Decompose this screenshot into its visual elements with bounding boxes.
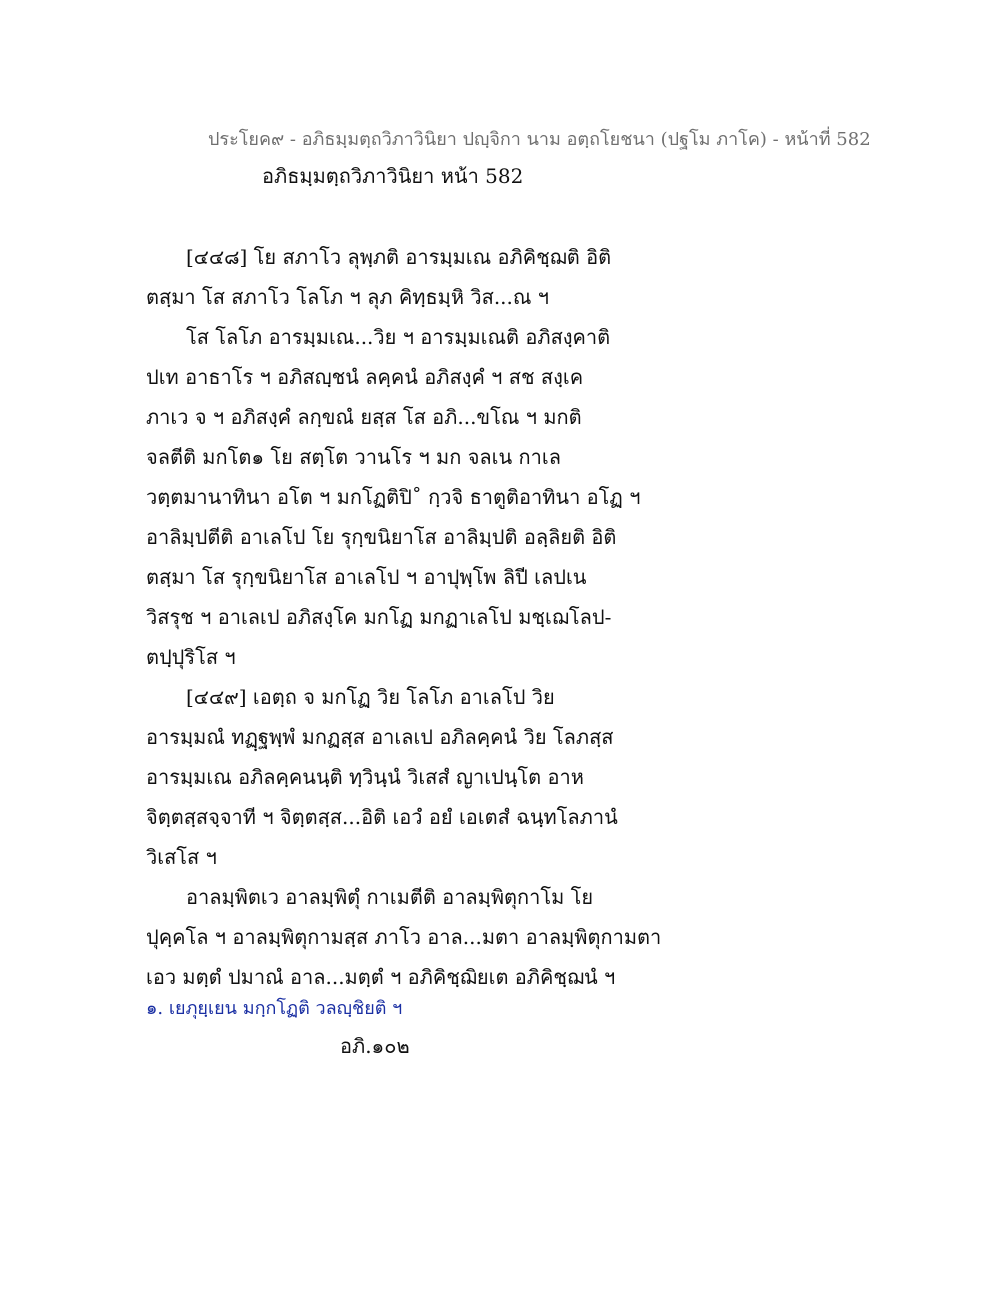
- footnote: ๑. เยภุยฺเยน มกฺกโฏติ วลญฺชิยติ ฯ: [146, 998, 403, 1019]
- body-line: อาลมฺพิตเว อาลมฺพิตุํ กาเมตีติ อาลมฺพิตุกาโม โย: [186, 885, 594, 909]
- body-line: เอว มตฺตํ ปมาณํ อาล...มตฺตํ ฯ อภิคิชฺฌิยเต อภิคิชฺฌนํ ฯ: [146, 965, 616, 989]
- body-line: โส โลโภ อารมฺมเณ...วิย ฯ อารมฺมเณติ อภิสงฺคาติ: [186, 325, 611, 349]
- body-line: ปเท อาธาโร ฯ อภิสญฺชนํ ลคฺคนํ อภิสงฺคํ ฯ สช สงฺเค: [146, 365, 584, 389]
- body-line: อารมฺมณํ ทฏฺฐพฺพํ มกฏสฺส อาเลเป อภิลคฺคนํ วิย โลภสฺส: [146, 725, 614, 749]
- body-line: ตสฺมา โส รุกฺขนิยาโส อาเลโป ฯ อาปุพฺโพ ลิปี เลปเน: [146, 565, 587, 589]
- body-line: จิตฺตสฺสจฺจาที ฯ จิตฺตสฺส...อิติ เอวํ อยํ เอเตสํ ฉนฺทโลภานํ: [146, 805, 618, 829]
- body-line: [๔๔๙] เอตฺถ จ มกโฏ วิย โลโภ อาเลโป วิย: [186, 685, 555, 709]
- body-line: ภาเว จ ฯ อภิสงฺคํ ลกฺขณํ ยสฺส โส อภิ...ขโณ ฯ มกติ: [146, 405, 582, 429]
- body-line: จลตีติ มกโต๑ โย สตฺโต วานโร ฯ มก จลเน กาเล: [146, 445, 561, 469]
- running-header: ประโยค๙ - อภิธมฺมตฺถวิภาวินิยา ปญฺจิกา นาม อตฺถโยชนา (ปฐโม ภาโค) - หน้าที่ 582: [208, 129, 871, 150]
- body-line: วิสรุช ฯ อาเลเป อภิสงฺโค มกโฏ มกฏาเลโป มชฺเฌโลป-: [146, 605, 612, 629]
- body-line: ตสฺมา โส สภาโว โลโภ ฯ ลุภ คิทฺธมฺหิ วิส...ณ ฯ: [146, 285, 550, 309]
- body-line: [๔๔๘] โย สภาโว ลุพฺภติ อารมฺมเณ อภิคิชฺฌติ อิติ: [186, 245, 612, 269]
- body-line: วตฺตมานาทินา อโต ฯ มกโฏติปิ˚ กฺวจิ ธาตูติอาทินา อโฏ ฯ: [146, 485, 641, 509]
- body-line: ตปฺปุริโส ฯ: [146, 645, 236, 669]
- body-text: [146, 237, 666, 997]
- page-number: อภิ.๑๐๒: [340, 1034, 410, 1058]
- page-title: อภิธมฺมตฺถวิภาวินิยา หน้า 582: [262, 164, 524, 188]
- body-line: อารมฺมเณ อภิลคฺคนนฺติ ทฺวินฺนํ วิเสสํ ญาเปนฺโต อาห: [146, 765, 584, 789]
- body-line: อาลิมฺปตีติ อาเลโป โย รุกฺขนิยาโส อาลิมฺปติ อลฺลิยติ อิติ: [146, 525, 617, 549]
- body-line: วิเสโส ฯ: [146, 845, 217, 869]
- body-line: ปุคฺคโล ฯ อาลมฺพิตุกามสฺส ภาโว อาล...มตา อาลมฺพิตุกามตา: [146, 925, 662, 949]
